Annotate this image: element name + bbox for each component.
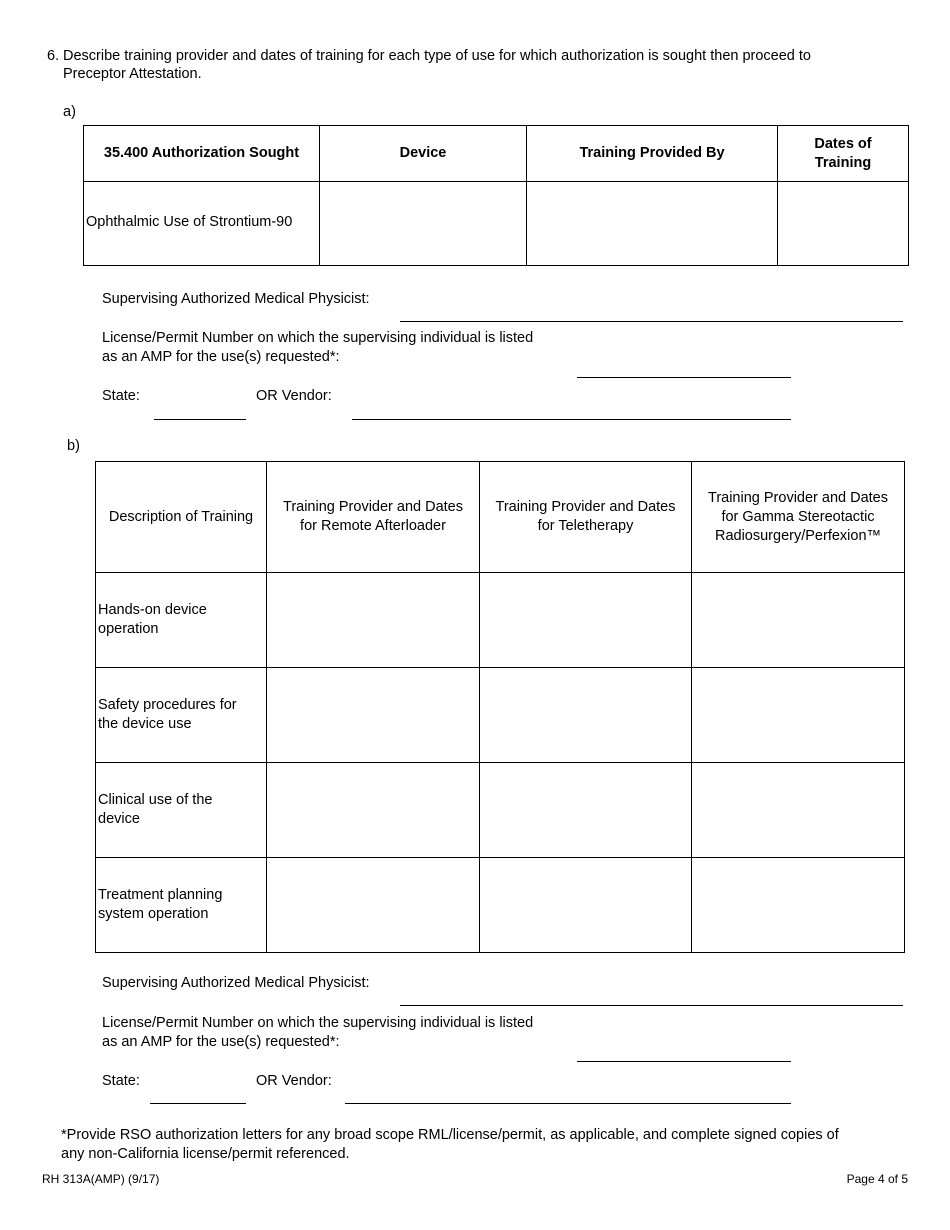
physicist-field-b[interactable] <box>400 1005 903 1006</box>
physicist-field-a[interactable] <box>400 321 903 322</box>
authorization-table <box>83 125 909 266</box>
header-device: Device <box>320 126 527 182</box>
table-row <box>96 668 905 763</box>
vendor-label-b: OR Vendor: <box>256 1073 332 1089</box>
header-dates-of-training: Dates of Training <box>778 126 909 182</box>
authorization-table-header <box>84 126 909 182</box>
dates-cell[interactable] <box>778 182 909 266</box>
license-field-a[interactable] <box>577 377 791 378</box>
vendor-field-a[interactable] <box>352 419 791 420</box>
section-b-label: b) <box>67 438 80 454</box>
teletherapy-cell[interactable] <box>480 858 692 953</box>
header-remote-afterloader: Training Provider and Dates for Remote Afterloader <box>267 462 480 573</box>
remote-afterloader-cell[interactable] <box>267 763 480 858</box>
vendor-label-a: OR Vendor: <box>256 388 332 404</box>
page-number: Page 4 of 5 <box>846 1172 908 1186</box>
gamma-cell[interactable] <box>692 763 905 858</box>
authorization-cell: Ophthalmic Use of Strontium-90 <box>84 182 320 266</box>
teletherapy-cell[interactable] <box>480 668 692 763</box>
gamma-cell[interactable] <box>692 858 905 953</box>
training-description: Treatment planning system operation <box>96 858 267 953</box>
remote-afterloader-cell[interactable] <box>267 858 480 953</box>
teletherapy-cell[interactable] <box>480 763 692 858</box>
gamma-cell[interactable] <box>692 573 905 668</box>
license-label-a-line2: as an AMP for the use(s) requested*: <box>102 349 340 365</box>
training-description: Safety procedures for the device use <box>96 668 267 763</box>
remote-afterloader-cell[interactable] <box>267 668 480 763</box>
header-authorization-sought: 35.400 Authorization Sought <box>84 126 320 182</box>
table-row <box>96 573 905 668</box>
header-gamma-stereotactic: Training Provider and Dates for Gamma Stereotactic Radiosurgery/Perfexion™ <box>692 462 905 573</box>
gamma-cell[interactable] <box>692 668 905 763</box>
state-label-b: State: <box>102 1073 140 1089</box>
footnote-line1: *Provide RSO authorization letters for any broad scope RML/license/permit, as applicable, and complete signed copies of <box>61 1127 839 1143</box>
physicist-label-a: Supervising Authorized Medical Physicist: <box>102 291 370 307</box>
license-label-b-line1: License/Permit Number on which the supervising individual is listed <box>102 1015 534 1031</box>
footnote-line2: any non-California license/permit referenced. <box>61 1146 350 1162</box>
state-field-b[interactable] <box>150 1103 246 1104</box>
remote-afterloader-cell[interactable] <box>267 573 480 668</box>
header-description: Description of Training <box>96 462 267 573</box>
training-table-header <box>96 462 905 573</box>
state-field-a[interactable] <box>154 419 246 420</box>
device-cell[interactable] <box>320 182 527 266</box>
section-a-label: a) <box>63 104 76 120</box>
vendor-field-b[interactable] <box>345 1103 791 1104</box>
table-row <box>96 763 905 858</box>
license-label-b-line2: as an AMP for the use(s) requested*: <box>102 1034 340 1050</box>
header-training-provided-by: Training Provided By <box>527 126 778 182</box>
header-teletherapy: Training Provider and Dates for Teletherapy <box>480 462 692 573</box>
state-label-a: State: <box>102 388 140 404</box>
question-text-line2: Preceptor Attestation. <box>63 66 202 82</box>
training-description: Clinical use of the device <box>96 763 267 858</box>
license-field-b[interactable] <box>577 1061 791 1062</box>
table-row <box>84 182 909 266</box>
physicist-label-b: Supervising Authorized Medical Physicist: <box>102 975 370 991</box>
table-row <box>96 858 905 953</box>
form-id: RH 313A(AMP) (9/17) <box>42 1172 160 1186</box>
teletherapy-cell[interactable] <box>480 573 692 668</box>
provider-cell[interactable] <box>527 182 778 266</box>
training-description: Hands-on device operation <box>96 573 267 668</box>
question-number: 6. <box>47 48 60 64</box>
license-label-a-line1: License/Permit Number on which the supervising individual is listed <box>102 330 534 346</box>
training-table <box>95 461 905 953</box>
question-text-line1: Describe training provider and dates of training for each type of use for which authorization is sought then proceed to <box>63 48 811 64</box>
